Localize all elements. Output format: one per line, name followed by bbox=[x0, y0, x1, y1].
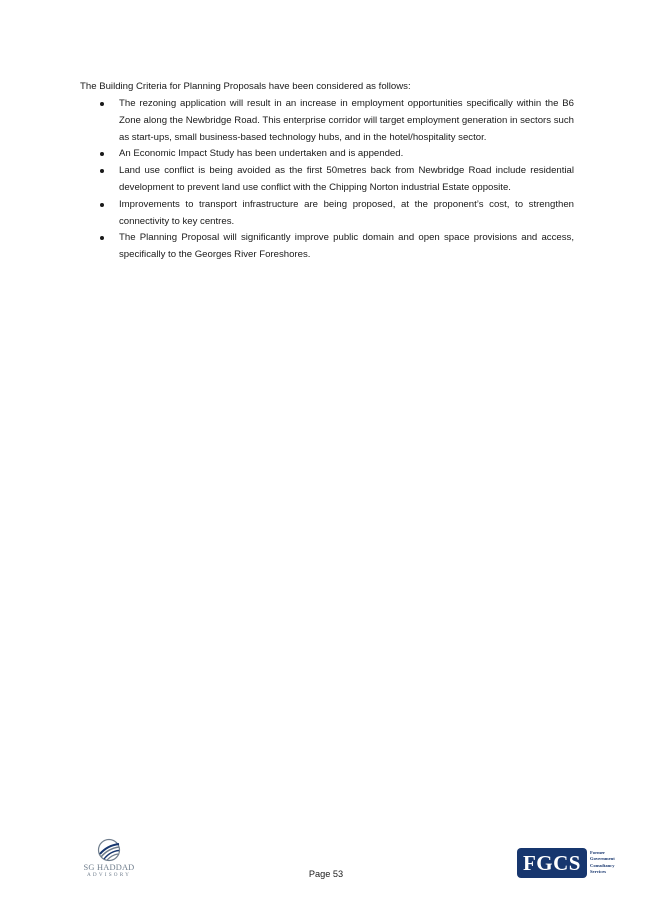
intro-paragraph: The Building Criteria for Planning Proposals have been considered as follows: bbox=[80, 81, 411, 92]
fgcs-line: Services bbox=[590, 868, 607, 874]
bullet-icon bbox=[100, 169, 104, 173]
sg-haddad-globe-icon bbox=[96, 838, 122, 862]
bullet-icon bbox=[100, 102, 104, 106]
criteria-list bbox=[80, 96, 574, 264]
fgcs-mark: FGCS bbox=[522, 851, 581, 875]
fgcs-line: Government bbox=[590, 856, 615, 862]
page-number: Page 53 bbox=[308, 869, 344, 879]
list-item-text: The Planning Proposal will significantly improve public domain and open space provisions and access, specifically to the Georges River Foreshores. bbox=[119, 232, 574, 261]
list-item bbox=[80, 146, 574, 163]
bullet-icon bbox=[100, 236, 104, 240]
fgcs-line: Former bbox=[590, 850, 606, 855]
fgcs-line: Consultancy bbox=[590, 862, 615, 868]
list-item bbox=[80, 96, 574, 146]
list-item-text: The rezoning application will result in an increase in employment opportunities specifically within the B6 Zone along the Newbridge Road. This enterprise corridor will target employment generation in sectors such as start-ups, small business-based technology hubs, and in the hotel/hospitality sector. bbox=[119, 98, 574, 143]
bullet-icon bbox=[100, 152, 104, 156]
fgcs-badge bbox=[517, 848, 587, 878]
list-item bbox=[80, 163, 574, 197]
bullet-icon bbox=[100, 203, 104, 207]
fgcs-logo bbox=[517, 848, 627, 880]
list-item-text: Land use conflict is being avoided as the first 50metres back from Newbridge Road include residential development to prevent land use conflict with the Chipping Norton industrial Estate opposite. bbox=[119, 165, 574, 193]
sg-haddad-logo bbox=[78, 838, 140, 882]
list-item bbox=[80, 197, 574, 231]
list-item-text: An Economic Impact Study has been undertaken and is appended. bbox=[119, 148, 404, 160]
sg-haddad-name: SG HADDAD bbox=[83, 863, 135, 872]
list-item-text: Improvements to transport infrastructure are being proposed, at the proponent’s cost, to strengthen connectivity to key centres. bbox=[119, 198, 574, 227]
sg-haddad-subtitle: ADVISORY bbox=[86, 872, 132, 878]
list-item bbox=[80, 230, 574, 264]
fgcs-wordmark bbox=[590, 850, 630, 875]
